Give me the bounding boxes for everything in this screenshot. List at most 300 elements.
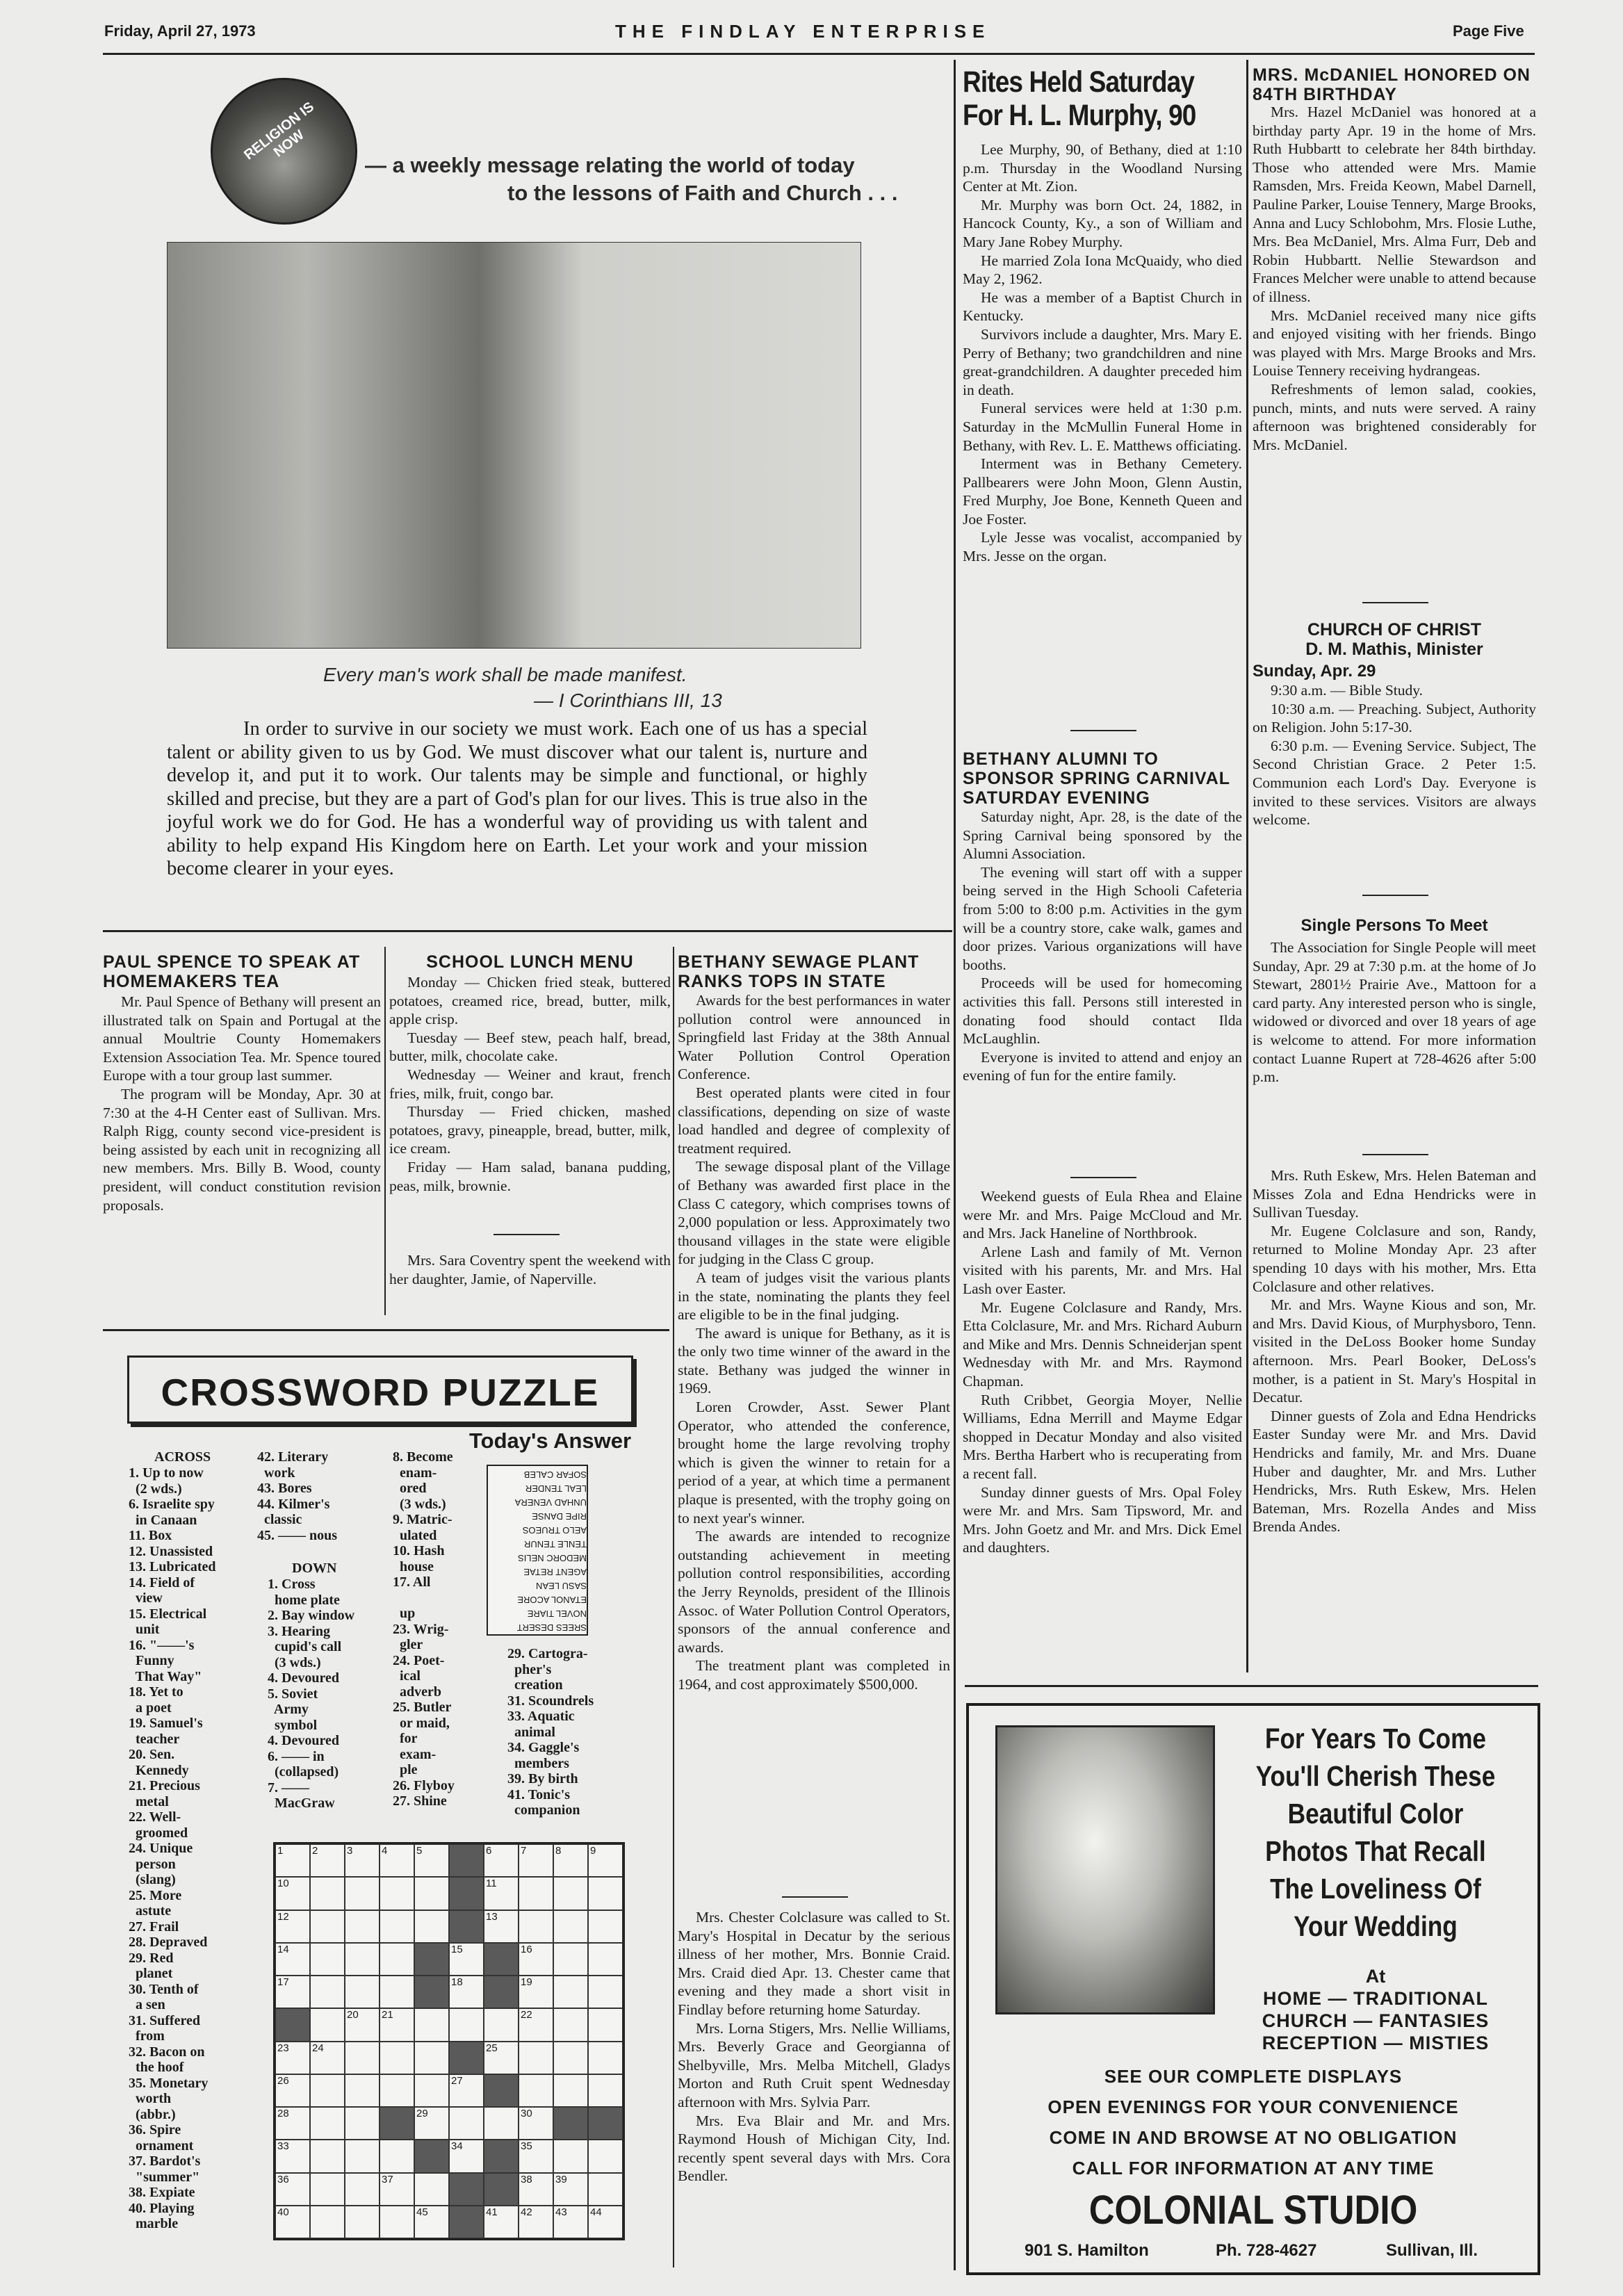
answer-row: SREES DESERT [516, 1622, 587, 1633]
crossword-number: 21 [382, 2009, 393, 2021]
answer-row: SOFAR CALEB [523, 1469, 587, 1480]
alumni-paragraph: Everyone is invited to attend and enjoy an evening of fun for the entire family. [963, 1048, 1242, 1084]
ad-line: CHURCH — FANTASIES [1262, 2010, 1490, 2031]
sewage-paragraph: The award is unique for Bethany, as it is the only two time winner of the award in the state. Bethany was judged the winner in 1969. [678, 1324, 950, 1397]
eskew-paragraph: Mrs. Ruth Eskew, Mrs. Helen Bateman and Misses Zola and Edna Hendricks were in Sullivan Tuesday. [1253, 1167, 1536, 1221]
crossword-cell[interactable] [414, 2107, 449, 2140]
crossword-cell[interactable] [275, 2042, 310, 2074]
crossword-block [484, 2074, 519, 2107]
lunch-day: Tuesday — Beef stew, peach half, bread, butter, milk, chocolate cake. [389, 1029, 671, 1065]
crossword-cell[interactable] [414, 1910, 449, 1943]
crossword-number: 30 [521, 2108, 532, 2119]
crossword-cell[interactable] [484, 1877, 519, 1910]
crossword-block [484, 2140, 519, 2172]
crossword-cell[interactable] [345, 2173, 380, 2206]
crossword-number: 43 [555, 2206, 567, 2218]
murphy-paragraph: Lyle Jesse was vocalist, accompanied by Mrs. Jesse on the organ. [963, 529, 1242, 565]
alumni-headline: BETHANY ALUMNI TO SPONSOR SPRING CARNIVAL SATURDAY EVENING [963, 749, 1230, 808]
crossword-number: 23 [277, 2042, 289, 2054]
crossword-cell[interactable] [310, 1943, 345, 1976]
crossword-cell[interactable] [553, 1943, 588, 1976]
crossword-cell[interactable] [345, 2042, 380, 2074]
sewage-article [678, 991, 950, 1694]
crossword-cell[interactable] [380, 2140, 414, 2172]
crossword-block [484, 2173, 519, 2206]
sewage-paragraph: The awards are intended to recognize outstanding achievement in meeting pollution control responsibilities, according the Jerry Reynolds, president of the Illinois Assoc. of Water Pollution Control Operators, sponsors of the annual conference and awards. [678, 1528, 950, 1656]
crossword-cell[interactable] [588, 2206, 623, 2238]
crossword-cell[interactable] [519, 2074, 553, 2107]
eskew-news [1253, 1166, 1536, 1536]
crossword-cell[interactable] [519, 2173, 553, 2206]
answer-row: SASU LEAN [536, 1581, 587, 1591]
crossword-cell[interactable] [310, 1976, 345, 2008]
crossword-block [588, 2107, 623, 2140]
crossword-number: 29 [416, 2108, 428, 2119]
weekend-paragraph: Ruth Cribbet, Georgia Moyer, Nellie Williams, Edna Merrill and Mayme Edgar shopped in Decatur Monday and also visited Mrs. Bertha Harbert who is recuperating from a recent fall. [963, 1391, 1242, 1482]
studio-address: 901 S. Hamilton [1025, 2241, 1149, 2260]
crossword-number: 27 [451, 2074, 463, 2087]
masthead-title: THE FINDLAY ENTERPRISE [615, 21, 991, 42]
ad-line: HOME — TRADITIONAL [1263, 1988, 1488, 2009]
crossword-cell[interactable] [484, 2008, 519, 2041]
mcdaniel-paragraph: Refreshments of lemon salad, cookies, punch, mints, and nuts were served. A rainy afternoon was brightened considerably for Mrs. McDaniel. [1253, 380, 1536, 453]
crossword-cell[interactable] [449, 1976, 484, 2008]
answer-row: MEDORC NELIS [518, 1553, 587, 1563]
coventry-note [389, 1251, 671, 1288]
crossword-number: 10 [277, 1878, 289, 1890]
crossword-number: 11 [486, 1878, 497, 1890]
crossword-number: 17 [277, 1976, 289, 1988]
crossword-cell[interactable] [553, 1910, 588, 1943]
ad-line: RECEPTION — MISTIES [1262, 2033, 1490, 2053]
crossword-block [414, 1976, 449, 2008]
crossword-cell[interactable] [588, 1910, 623, 1943]
crossword-block [449, 2173, 484, 2206]
weekend-paragraph: Sunday dinner guests of Mrs. Opal Foley were Mr. and Mrs. Sam Tipsword, Mr. and Mrs. John Goetz and Mr. and Mrs. Dick Emel and daughters. [963, 1483, 1242, 1556]
mcdaniel-paragraph: Mrs. Hazel McDaniel was honored at a birthday party Apr. 19 in the home of Mrs. Ruth Hubbartt to celebrate her 84th birthday. Those who attended were Mrs. Mamie Ramsden, Mrs. Freida Keown, Mabel Darnell, Pauline Parker, Louise Tennery, Marge Brooks, Anna and Lucy Schlobohm, Mrs. Flosie Luthe, Mrs. Bea McDaniel, Mrs. Alma Furr, Deb and Robin Hubbartt. Nellie Stewardson and Frances Melcher were unable to attend because of illness. [1253, 104, 1536, 305]
crossword-block [449, 1844, 484, 1877]
spence-paragraph: Mr. Paul Spence of Bethany will present an illustrated talk on Spain and Portugal at the annual Moultrie County Homemakers Extension Association Tea. Mr. Spence toured Europe with a tour group last summer. [103, 993, 381, 1084]
studio-ad [966, 1703, 1540, 2275]
local-paragraph: Mrs. Lorna Stigers, Mrs. Nellie Williams, Mrs. Beverly Grace and Georgianna of Shelbyville, Mrs. Melba Mitchell, Gladys Morton and Ruth Cruit spent Wednesday afternoon with Mrs. Sylvia Parr. [678, 2019, 950, 2110]
ad-bottom-line: OPEN EVENINGS FOR YOUR CONVENIENCE [1047, 2096, 1459, 2117]
murphy-paragraph: Survivors include a daughter, Mrs. Mary E. Perry of Bethany; two grandchildren and nine great-grandchildren. A daughter preceded him in death. [963, 325, 1242, 398]
crossword-number: 8 [555, 1845, 562, 1857]
across-heading: ACROSS [154, 1449, 211, 1465]
crossword-cell[interactable] [449, 2107, 484, 2140]
ad-headline: For Years To Come You'll Cherish These Beautiful Color Photos That Recall The Loveliness Of Your Wedding [1255, 1723, 1496, 1942]
crossword-number: 4 [382, 1845, 388, 1857]
crossword-cell[interactable] [588, 2042, 623, 2074]
crossword-number: 44 [590, 2206, 602, 2218]
crossword-cell[interactable] [380, 2173, 414, 2206]
crossword-cell[interactable] [553, 1877, 588, 1910]
lunch-day: Friday — Ham salad, banana pudding, peas, milk, brownie. [389, 1158, 671, 1194]
answer-row: LEAL TENDER [525, 1483, 587, 1494]
spence-paragraph: The program will be Monday, Apr. 30 at 7:30 at the 4-H Center east of Sullivan. Mrs. Ralph Rigg, county second vice-president is being assisted by each unit in recognizing all new members. Mrs. Billy B. Wood, county president, will conduct constitution revision proposals. [103, 1085, 381, 1214]
crossword-cell[interactable] [275, 2173, 310, 2206]
alumni-paragraph: The evening will start off with a supper being served in the High Schooli Cafeteria from 5:00 to 8:00 p.m. Activities in the gym will be a country store, cake walk, games and door prizes. Various organizations will have booths. [963, 863, 1242, 973]
murphy-headline [963, 65, 1196, 132]
crossword-number: 42 [521, 2206, 532, 2218]
crossword-cell[interactable] [414, 2074, 449, 2107]
crossword-cell[interactable] [414, 1877, 449, 1910]
church-title: CHURCH OF CHRIST [1307, 620, 1481, 640]
crossword-number: 45 [416, 2206, 428, 2218]
crossword-number: 22 [521, 2009, 532, 2021]
sewage-paragraph: Awards for the best performances in water pollution control were announced in Springfield last Friday at the 38th Annual Water Pollution Control Operation Conference. [678, 992, 950, 1083]
crossword-number: 38 [521, 2173, 532, 2185]
crossword-cell[interactable] [310, 2008, 345, 2041]
across-clues: 1. Up to now (2 wds.) 6. Israelite spy in Canaan 11. Box 12. Unassisted 13. Lubricated 14. Field of view 15. Electrical unit 16. "——'s Funny That Way" 18. Yet to a poet 19. Samuel's teacher 20. Sen. Kennedy 21. Precious metal 22. Well- groomed 24. Unique person (slang) 25. More astute 27. Frail 28. Depraved 29. Red planet 30. Tenth of a sen 31. Suffered from 32. Bacon on the hoof 35. Monetary worth (abbr.) 36. Spire ornament 37. Bardot's "summer" 38. Expiate 40. Playing marble [129, 1465, 216, 2231]
weekend-paragraph: Weekend guests of Eula Rhea and Elaine were Mr. and Mrs. Paige McCloud and Mr. and Mrs. Jack Haneline of Northbrook. [963, 1188, 1242, 1242]
crossword-cell[interactable] [588, 1877, 623, 1910]
crossword-cell[interactable] [345, 1943, 380, 1976]
answer-row: TENLE TENUR [523, 1539, 587, 1549]
crossword-cell[interactable] [380, 1910, 414, 1943]
religion-badge [211, 78, 357, 225]
murphy-headline-1: Rites Held Saturday [963, 65, 1195, 99]
sewage-paragraph: The sewage disposal plant of the Village of Bethany was awarded first place in the Class C category, which comprises towns of 2,000 population or less. Approximately two thousand villages in the state were eligible for judging in the Class C group. [678, 1158, 950, 1268]
crossword-number: 25 [486, 2042, 498, 2054]
crossword-title-box [127, 1355, 633, 1424]
lunch-menu [389, 973, 671, 1195]
crossword-cell[interactable] [414, 2206, 449, 2238]
ad-bottom-line: SEE OUR COMPLETE DISPLAYS [1104, 2066, 1403, 2087]
crossword-cell[interactable] [310, 2173, 345, 2206]
crossword-cell[interactable] [310, 1877, 345, 1910]
religion-tagline-2: to the lessons of Faith and Church . . . [507, 181, 898, 205]
weekend-paragraph: Arlene Lash and family of Mt. Vernon visited with his parents, Mr. and Mrs. Hal Lash over Easter. [963, 1243, 1242, 1297]
masthead-rule [103, 53, 1535, 55]
crossword-cell[interactable] [588, 2140, 623, 2172]
crossword-cell[interactable] [275, 1943, 310, 1976]
church-item: 9:30 a.m. — Bible Study. [1271, 682, 1423, 699]
masthead-date: Friday, April 27, 1973 [104, 22, 256, 40]
crossword-cell[interactable] [414, 2042, 449, 2074]
lunch-headline: SCHOOL LUNCH MENU [426, 952, 634, 972]
crossword-cell[interactable] [380, 2206, 414, 2238]
crossword-cell[interactable] [588, 2173, 623, 2206]
crossword-block [553, 2107, 588, 2140]
alumni-paragraph: Saturday night, Apr. 28, is the date of the Spring Carnival being sponsored by the Alumni Association. [963, 808, 1242, 863]
crossword-cell[interactable] [345, 2140, 380, 2172]
eskew-paragraph: Dinner guests of Zola and Edna Hendricks Easter Sunday were Mr. and Mrs. David Hendricks and family, Mr. and Mrs. Duane Huber and daughter, Mr. and Mrs. Luther Hendricks, Mrs. Ruth Eskew, Mrs. Helen Bateman, Mrs. Rozella Andes and Miss Brenda Andes. [1253, 1407, 1536, 1536]
section-rule [103, 930, 952, 932]
crossword-number: 41 [486, 2206, 498, 2218]
answer-row: AELO TRUEOS [522, 1525, 587, 1536]
crossword-cell[interactable] [484, 1844, 519, 1877]
crossword-number: 12 [277, 1910, 289, 1923]
divider [1362, 1154, 1428, 1155]
religion-caption: Every man's work shall be made manifest. [323, 664, 687, 685]
studio-city: Sullivan, Ill. [1386, 2241, 1478, 2260]
crossword-cell[interactable] [310, 2206, 345, 2238]
crossword-cell[interactable] [519, 2008, 553, 2041]
crossword-cell[interactable] [275, 2206, 310, 2238]
crossword-cell[interactable] [345, 1976, 380, 2008]
crossword-cell[interactable] [553, 2206, 588, 2238]
answer-row: AGENT RETAE [523, 1567, 587, 1577]
column-rule [1246, 60, 1248, 1672]
crossword-block [449, 1910, 484, 1943]
religion-body: In order to survive in our society we must work. Each one of us has a special talent or ability given to us by God. We must discover what our talent is, nurture and develop it, and put it to work. Our talents may be simple and functional, or highly skilled and precise, but they are a part of God's plan for our lives. This is true also in the joyful work we do for God. He has a wonderful way of providing us with talent and ability to help expand His Kingdom here on Earth. Let your work and your mission become clearer in your eyes. [167, 718, 867, 879]
crossword-cell[interactable] [380, 1844, 414, 1877]
divider [1362, 895, 1428, 896]
crossword-cell[interactable] [553, 1844, 588, 1877]
crossword-cell[interactable] [449, 2140, 484, 2172]
down-clues-2: 8. Become enam- ored (3 wds.) 9. Matric- ulated 10. Hash house 17. All up 23. Wrig- gler 24. Poet- ical adverb 25. Butler or maid, for exam- ple 26. Flyboy 27. Shine [393, 1449, 455, 1809]
crossword-number: 5 [416, 1845, 423, 1857]
church-item: 10:30 a.m. — Preaching. Subject, Authority on Religion. John 5:17-30. [1253, 700, 1536, 736]
crossword-block [484, 1943, 519, 1976]
church-item: 6:30 p.m. — Evening Service. Subject, The Second Christian Grace. 2 Peter 1:5. Communion each Lord's Day. Everyone is invited to these services. Visitors are always welcome. [1253, 737, 1536, 829]
down-clues: 1. Cross home plate 2. Bay window 3. Hearing cupid's call (3 wds.) 4. Devoured 5. Soviet Army symbol 4. Devoured 6. —— in (collapsed) 7. —— MacGraw [268, 1577, 355, 1811]
crossword-cell[interactable] [380, 1943, 414, 1976]
crossword-cell[interactable] [484, 1910, 519, 1943]
crossword-cell[interactable] [449, 2074, 484, 2107]
crossword-number: 33 [277, 2140, 289, 2153]
religion-tagline: — a weekly message relating the world of today [365, 153, 855, 177]
divider [782, 1896, 848, 1898]
crossword-cell[interactable] [414, 1844, 449, 1877]
murphy-article [963, 140, 1242, 566]
column-rule [384, 947, 386, 1315]
crossword-cell[interactable] [449, 2008, 484, 2041]
crossword-number: 28 [277, 2108, 289, 2119]
crossword-cell[interactable] [519, 1943, 553, 1976]
answer-row: NOVEL TIARE [527, 1609, 587, 1619]
crossword-number: 20 [347, 2009, 359, 2021]
crossword-cell[interactable] [310, 2042, 345, 2074]
crossword-cell[interactable] [345, 1844, 380, 1877]
crossword-cell[interactable] [588, 1976, 623, 2008]
spence-headline: PAUL SPENCE TO SPEAK AT HOMEMAKERS TEA [103, 952, 361, 991]
eskew-paragraph: Mr. Eugene Colclasure and son, Randy, returned to Moline Monday Apr. 23 after spending 10 days with his mother, Mrs. Etta Colclasure and other relatives. [1253, 1222, 1536, 1295]
sewage-paragraph: Loren Crowder, Asst. Sewer Plant Operator, who attended the conference, brought home the large revolving trophy which is given the winner to retain for a period of a year, at which time a permanent plaque is presented, with the trophy going on to next year's winner. [678, 1399, 950, 1526]
crossword-cell[interactable] [380, 1877, 414, 1910]
crossword-number: 6 [486, 1845, 492, 1857]
crossword-number: 19 [521, 1976, 532, 1988]
crossword-grid[interactable] [273, 1842, 625, 2240]
crossword-cell[interactable] [310, 2107, 345, 2140]
weekend-paragraph: Mr. Eugene Colclasure and Randy, Mrs. Etta Colclasure, Mr. and Mrs. Richard Auburn and Mike and Mrs. Dennis Schneiderjan spent Wednesday with Mr. and Mrs. Raymond Chapman. [963, 1298, 1242, 1390]
column-rule [954, 60, 956, 2270]
crossword-cell[interactable] [519, 2107, 553, 2140]
murphy-paragraph: Mr. Murphy was born Oct. 24, 1882, in Hancock County, Ky., a son of William and Mary Jane Robey Murphy. [963, 196, 1242, 250]
answer-row: RIPE DANSE [532, 1511, 587, 1522]
weekend-news [963, 1187, 1242, 1557]
local-news [678, 1908, 950, 2185]
lunch-day: Thursday — Fried chicken, mashed potatoes, gravy, pineapple, bread, butter, milk, ice cream. [389, 1103, 671, 1157]
crossword-number: 24 [312, 2042, 324, 2054]
crossword-cell[interactable] [414, 2173, 449, 2206]
eskew-paragraph: Mr. and Mrs. Wayne Kious and son, Mr. and Mrs. David Kious, of Murphysboro, Tenn. visited in the DeLoss Booker home Sunday afternoon. Mrs. Pearl Booker, DeLoss's mother, is a patient in St. Mary's Hospital in Decatur. [1253, 1296, 1536, 1406]
crossword-cell[interactable] [484, 2206, 519, 2238]
crossword-cell[interactable] [310, 1910, 345, 1943]
ad-at: At [1365, 1966, 1386, 1987]
studio-name: COLONIAL STUDIO [1088, 2188, 1418, 2233]
murphy-paragraph: Funeral services were held at 1:30 p.m. Saturday in the McMullin Funeral Home in Bethany, with Rev. L. E. Matthews officiating. [963, 400, 1242, 454]
church-minister: D. M. Mathis, Minister [1305, 640, 1483, 659]
crossword-number: 40 [277, 2206, 289, 2218]
crossword-cell[interactable] [519, 1910, 553, 1943]
ad-bottom-line: COME IN AND BROWSE AT NO OBLIGATION [1049, 2127, 1458, 2148]
church-day: Sunday, Apr. 29 [1253, 662, 1376, 681]
divider [1070, 730, 1136, 731]
answer-title: Today's Answer [469, 1428, 632, 1453]
crossword-cell[interactable] [275, 2074, 310, 2107]
crossword-cell[interactable] [553, 2008, 588, 2041]
bride-photo [995, 1725, 1215, 2014]
down-heading: DOWN [292, 1561, 337, 1576]
crossword-cell[interactable] [553, 1976, 588, 2008]
column-rule [673, 947, 674, 2267]
crossword-cell[interactable] [519, 2140, 553, 2172]
crossword-cell[interactable] [345, 1910, 380, 1943]
across-clues-2: 42. Literary work 43. Bores 44. Kilmer's classic 45. —— nous [257, 1449, 338, 1543]
crossword-number: 34 [451, 2140, 463, 2153]
crossword-block [449, 1877, 484, 1910]
crossword-cell[interactable] [519, 1844, 553, 1877]
crossword-cell[interactable] [449, 1943, 484, 1976]
religion-verse: — I Corinthians III, 13 [534, 690, 722, 711]
murphy-paragraph: He was a member of a Baptist Church in Kentucky. [963, 288, 1242, 325]
crossword-cell[interactable] [345, 2206, 380, 2238]
murphy-paragraph: Interment was in Bethany Cemetery. Pallbearers were John Moon, Glenn Austin, Fred Murphy, Joe Bone, Kenneth Queen and Joe Foster. [963, 455, 1242, 528]
crossword-cell[interactable] [519, 1976, 553, 2008]
murphy-headline-2: For H. L. Murphy, 90 [963, 99, 1196, 132]
crossword-cell[interactable] [588, 2074, 623, 2107]
crossword-number: 9 [590, 1845, 596, 1857]
crossword-cell[interactable] [484, 2042, 519, 2074]
crossword-number: 7 [521, 1845, 527, 1857]
down-clues-3: 29. Cartogra- pher's creation 31. Scoundrels 33. Aquatic animal 34. Gaggle's members 39. By birth 41. Tonic's companion [507, 1646, 594, 1818]
crossword-cell[interactable] [345, 2107, 380, 2140]
crossword-title: CROSSWORD PUZZLE [161, 1371, 600, 1414]
crossword-number: 15 [451, 1943, 463, 1955]
crossword-number: 16 [521, 1943, 532, 1955]
crossword-cell[interactable] [380, 2074, 414, 2107]
crossword-cell[interactable] [275, 1844, 310, 1877]
crossword-cell[interactable] [519, 1877, 553, 1910]
singles-headline: Single Persons To Meet [1300, 916, 1488, 935]
crossword-number: 36 [277, 2173, 289, 2185]
alumni-paragraph: Proceeds will be used for homecoming activities this fall. Persons still interested in donating food should contact Ilda McLaughlin. [963, 975, 1242, 1048]
crossword-cell[interactable] [310, 1844, 345, 1877]
crossword-block [380, 2107, 414, 2140]
mcdaniel-paragraph: Mrs. McDaniel received many nice gifts and enjoyed visiting with her friends. Bingo was played with Mrs. Marge Brooks and Mrs. Louise Tennery receiving hydrangeas. [1253, 307, 1536, 380]
murphy-paragraph: He married Zola Iona McQuaidy, who died May 2, 1962. [963, 252, 1242, 288]
local-paragraph: Mrs. Eva Blair and Mr. and Mrs. Raymond Housh of Michigan City, Ind. recently spent several days with Mrs. Cora Bendler. [678, 2112, 950, 2185]
ad-bottom-line: CALL FOR INFORMATION AT ANY TIME [1072, 2158, 1435, 2179]
sewage-paragraph: Best operated plants were cited in four classifications, depending on size of waste load handled and degree of complexity of treatment required. [678, 1084, 950, 1157]
studio-phone: Ph. 728-4627 [1216, 2241, 1317, 2260]
crossword-number: 26 [277, 2074, 289, 2087]
divider [1362, 602, 1428, 603]
crossword-cell[interactable] [414, 2008, 449, 2041]
spence-article [103, 993, 381, 1214]
crossword-cell[interactable] [275, 2140, 310, 2172]
alumni-article [963, 808, 1242, 1085]
section-rule [965, 1685, 1538, 1687]
crossword-cell[interactable] [588, 2008, 623, 2041]
lunch-day: Monday — Chicken fried steak, buttered potatoes, creamed rice, bread, butter, milk, apple crisp. [389, 974, 671, 1028]
crossword-block [449, 2042, 484, 2074]
religion-badge-text: RELIGION IS NOW [241, 99, 318, 163]
crossword-cell[interactable] [275, 1910, 310, 1943]
crossword-cell[interactable] [588, 1943, 623, 1976]
crossword-number: 18 [451, 1976, 463, 1988]
sewage-paragraph: A team of judges visit the various plants in the state, nominating the plants they feel are eligible to be in the final judging. [678, 1269, 950, 1324]
crossword-cell[interactable] [380, 2008, 414, 2041]
typist-photo [167, 242, 861, 649]
crossword-block [484, 1976, 519, 2008]
lunch-day: Wednesday — Weiner and kraut, french fries, milk, fruit, congo bar. [389, 1066, 671, 1102]
crossword-number: 39 [555, 2173, 567, 2185]
singles-article [1253, 938, 1536, 1086]
crossword-cell[interactable] [345, 2074, 380, 2107]
section-rule [103, 1329, 669, 1331]
crossword-cell[interactable] [310, 2074, 345, 2107]
church-schedule [1253, 681, 1536, 829]
crossword-number: 3 [347, 1845, 353, 1857]
crossword-cell[interactable] [275, 2107, 310, 2140]
singles-paragraph: The Association for Single People will meet Sunday, Apr. 29 at 7:30 p.m. at the home of Jo Stewart, 2801½ Prairie Ave., Mattoon for a card party. Any interested person who is single, widowed or divorced and over 18 years of age is welcome to attend. For more information contact Luanne Rupert at 728-4626 after 5:00 p.m. [1253, 939, 1536, 1086]
crossword-number: 2 [312, 1845, 318, 1857]
answer-row: UNHAD VENERA [514, 1497, 587, 1508]
crossword-cell[interactable] [553, 2173, 588, 2206]
divider [1070, 1177, 1136, 1178]
crossword-number: 1 [277, 1845, 284, 1857]
mcdaniel-headline: MRS. McDANIEL HONORED ON 84TH BIRTHDAY [1253, 65, 1531, 104]
crossword-cell[interactable] [345, 1877, 380, 1910]
sewage-headline: BETHANY SEWAGE PLANT RANKS TOPS IN STATE [678, 952, 920, 991]
crossword-cell[interactable] [519, 2206, 553, 2238]
crossword-block [275, 2008, 310, 2041]
crossword-cell[interactable] [275, 1877, 310, 1910]
crossword-cell[interactable] [380, 2042, 414, 2074]
mcdaniel-article [1253, 103, 1536, 454]
crossword-cell[interactable] [553, 2140, 588, 2172]
crossword-number: 14 [277, 1943, 289, 1955]
church-header [1253, 620, 1536, 659]
answer-row: ETANOL ACORE [517, 1595, 587, 1605]
crossword-cell[interactable] [380, 1976, 414, 2008]
masthead-page: Page Five [1453, 22, 1524, 40]
crossword-cell[interactable] [588, 1844, 623, 1877]
answer-grid [487, 1465, 588, 1636]
crossword-block [414, 1943, 449, 1976]
crossword-number: 13 [486, 1910, 498, 1923]
coventry-paragraph: Mrs. Sara Coventry spent the weekend with her daughter, Jamie, of Naperville. [389, 1252, 671, 1287]
divider [494, 1234, 560, 1235]
crossword-cell[interactable] [519, 2042, 553, 2074]
crossword-cell[interactable] [275, 1976, 310, 2008]
crossword-cell[interactable] [484, 2107, 519, 2140]
crossword-block [414, 2140, 449, 2172]
crossword-number: 37 [382, 2173, 393, 2185]
local-paragraph: Mrs. Chester Colclasure was called to St. Mary's Hospital in Decatur by the serious illness of her mother, Mrs. Bonnie Craid. Mrs. Craid died Apr. 13. Chester came that evening and they made a short visit in Findlay before returning home Saturday. [678, 1909, 950, 2018]
sewage-paragraph: The treatment plant was completed in 1964, and cost approximately $500,000. [678, 1657, 950, 1693]
crossword-cell[interactable] [345, 2008, 380, 2041]
murphy-paragraph: Lee Murphy, 90, of Bethany, died at 1:10 p.m. Thursday in the Woodland Nursing Center at Mt. Zion. [963, 141, 1242, 195]
crossword-number: 35 [521, 2140, 532, 2153]
crossword-cell[interactable] [553, 2074, 588, 2107]
crossword-cell[interactable] [553, 2042, 588, 2074]
crossword-cell[interactable] [310, 2140, 345, 2172]
crossword-block [449, 2206, 484, 2238]
